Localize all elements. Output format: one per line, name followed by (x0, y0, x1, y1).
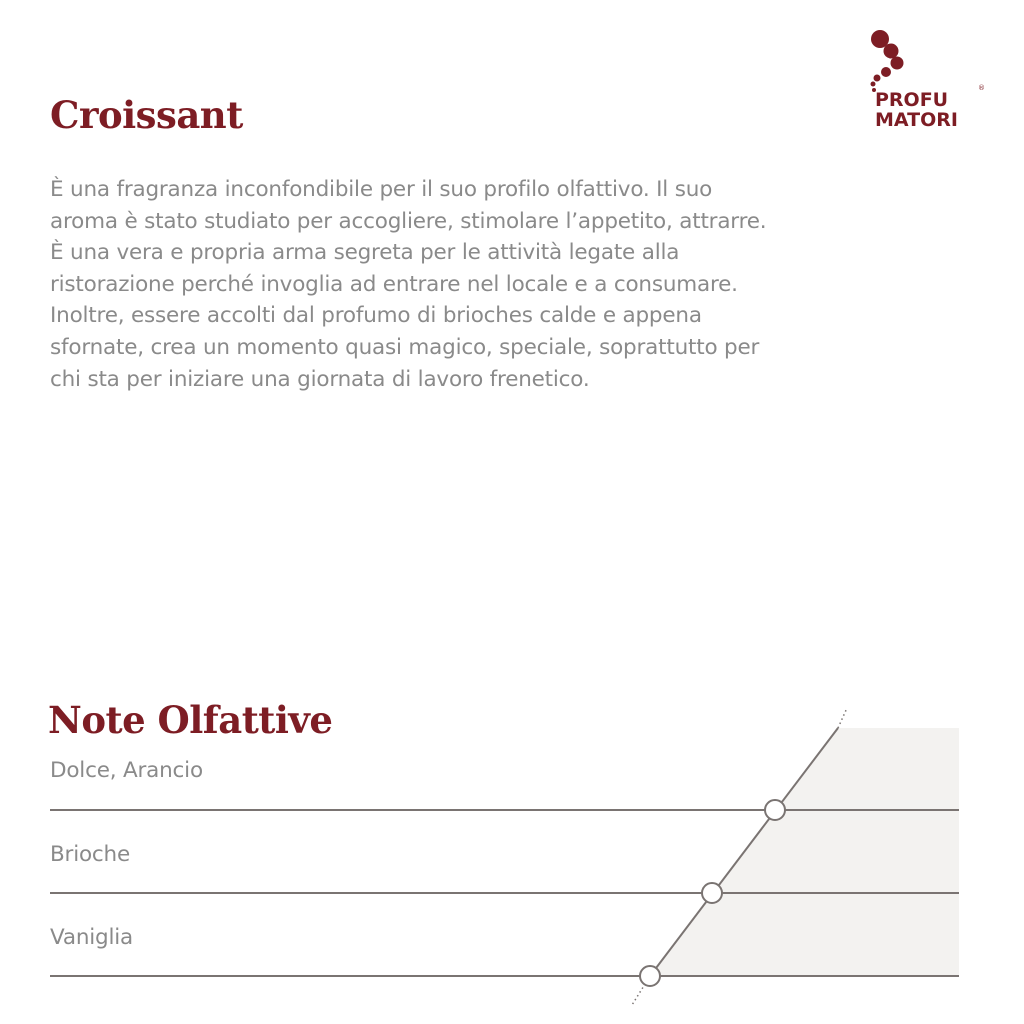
note-marker-3 (640, 966, 660, 986)
product-description: È una fragranza inconfondibile per il suo profilo olfattivo. Il suo aroma è stato studiato per accogliere, stimolare l’appetito, attrarre. È una vera e propria arma segreta per le attività legate alla ristorazione perché invoglia ad entrare nel locale e a consumare. Inoltre, essere accolti dal profumo di brioches calde e appena sfornate, crea un momento quasi magico, speciale, soprattutto per chi sta per iniziare una giornata di lavoro frenetico. (50, 177, 767, 392)
logo-text-line-1: PROFU (875, 89, 949, 111)
note-marker-2 (702, 883, 722, 903)
logo-text-line-2: MATORI (875, 109, 958, 131)
note-label-base: Vaniglia (50, 925, 133, 950)
notes-title: Note Olfattive (48, 698, 333, 742)
product-title: Croissant (50, 93, 243, 137)
note-marker-1 (765, 800, 785, 820)
note-label-heart: Brioche (50, 842, 130, 867)
registered-mark: ® (978, 84, 985, 92)
notes-panel (650, 728, 959, 976)
diagonal-dotted-top (838, 708, 847, 728)
note-label-top: Dolce, Arancio (50, 758, 203, 783)
